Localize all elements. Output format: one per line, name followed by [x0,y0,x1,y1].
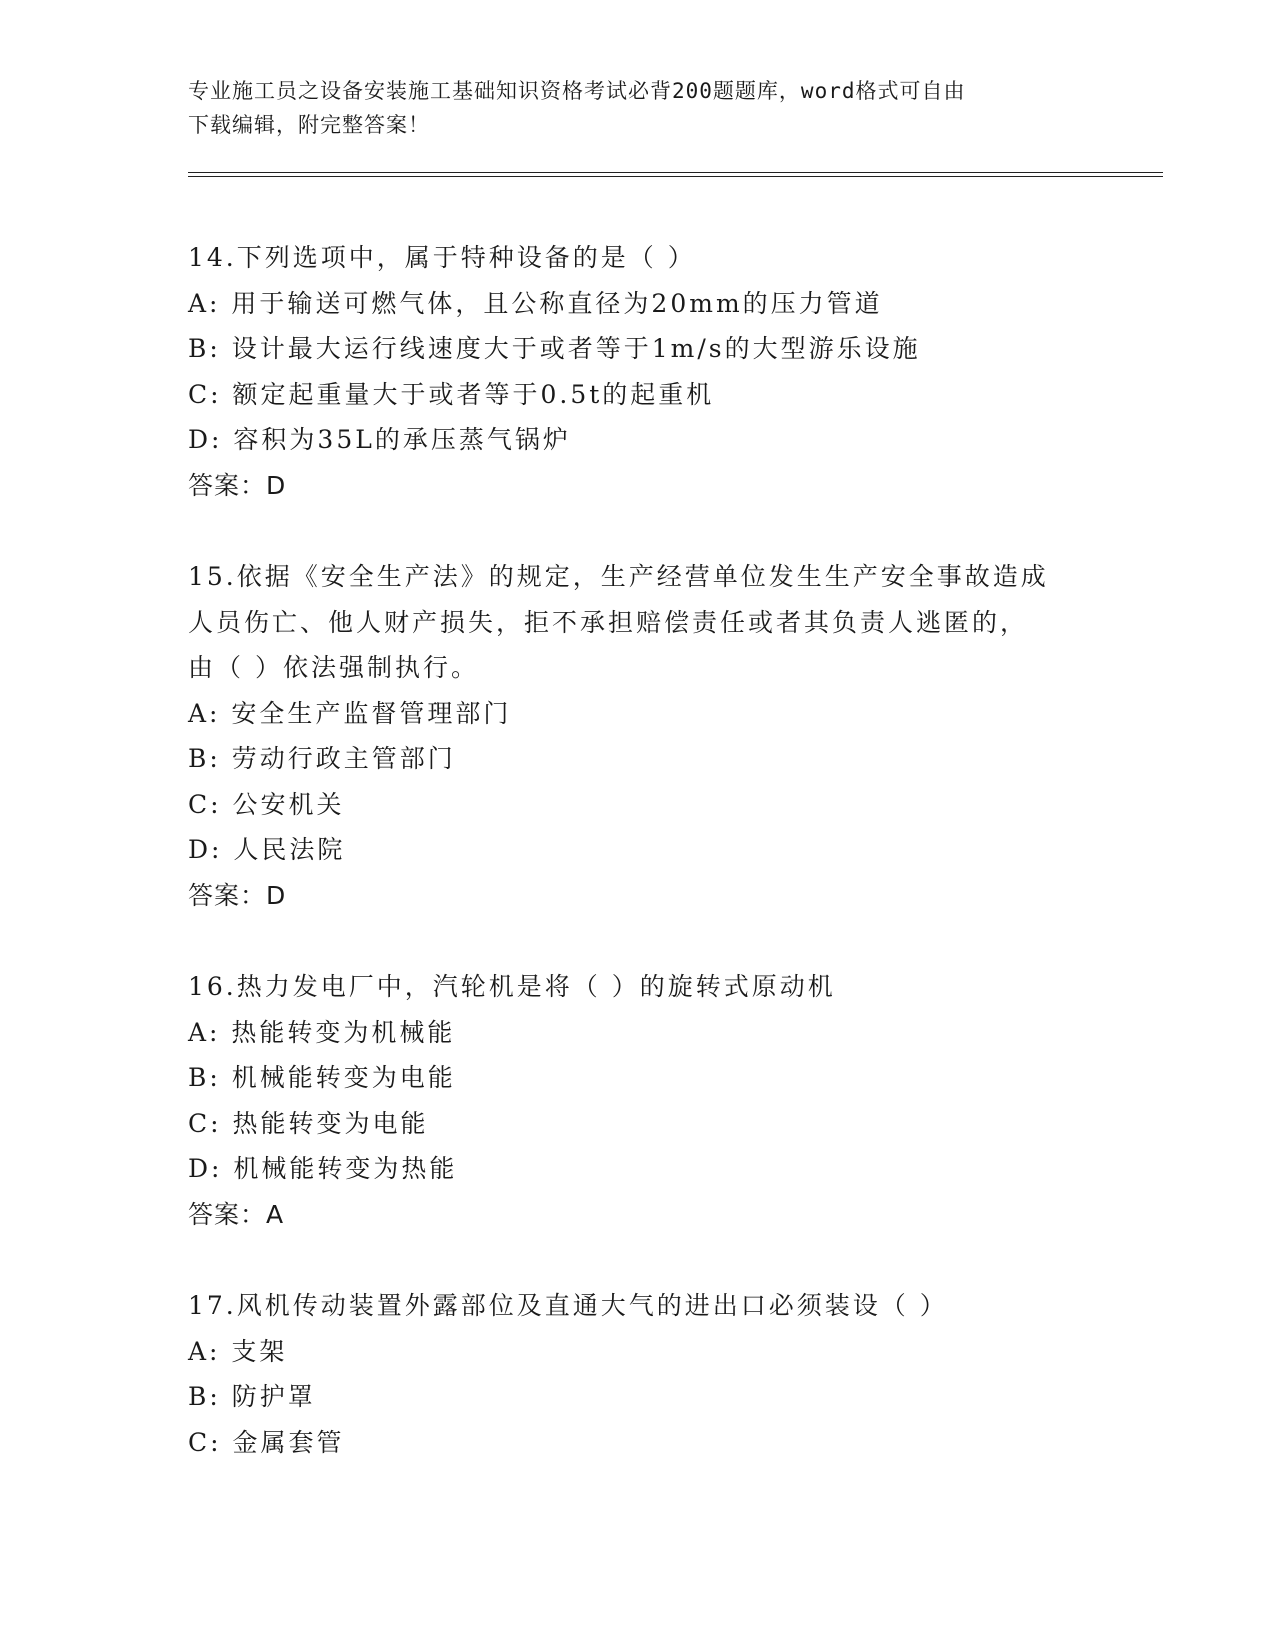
document-header [188,74,1088,142]
question-15 [188,554,1088,918]
question-list [188,235,1088,1511]
question-stem: 14.下列选项中，属于特种设备的是（ ） [188,243,696,272]
option-b: B: 设计最大运行线速度大于或者等于1m/s的大型游乐设施 [188,334,921,363]
header-title-line-1: 专业施工员之设备安装施工基础知识资格考试必背200题题库，word格式可自由 [188,79,966,103]
question-stem: 17.风机传动装置外露部位及直通大气的进出口必须装设（ ） [188,1291,948,1320]
question-stem-line-2: 人员伤亡、他人财产损失，拒不承担赔偿责任或者其负责人逃匿的， [188,607,1029,637]
question-stem-line-3: 由（ ）依法强制执行。 [188,653,479,682]
question-16 [188,964,1088,1237]
option-c: C: 热能转变为电能 [188,1108,429,1138]
option-c: C: 公安机关 [188,789,345,819]
question-17 [188,1283,1088,1465]
question-stem-line-1: 15.依据《安全生产法》的规定，生产经营单位发生生产安全事故造成 [188,562,1049,591]
header-title-line-2: 下载编辑，附完整答案！ [188,113,430,137]
option-d: D: 机械能转变为热能 [188,1154,458,1183]
option-c: C: 金属套管 [188,1427,345,1457]
header-divider-bottom [188,176,1163,177]
option-d: D: 人民法院 [188,835,346,864]
option-c: C: 额定起重量大于或者等于0.5t的起重机 [188,379,715,409]
option-a: A: 支架 [188,1336,288,1366]
header-divider-top [188,172,1163,173]
answer: 答案：A [188,1199,285,1229]
option-a: A: 用于输送可燃气体，且公称直径为20mm的压力管道 [188,288,883,318]
option-b: B: 防护罩 [188,1382,316,1411]
option-a: A: 安全生产监督管理部门 [188,698,512,728]
option-b: B: 机械能转变为电能 [188,1063,456,1092]
answer: 答案：D [188,470,287,500]
question-14 [188,235,1088,508]
question-stem: 16.热力发电厂中，汽轮机是将（ ）的旋转式原动机 [188,972,836,1001]
answer: 答案：D [188,880,287,910]
option-b: B: 劳动行政主管部门 [188,744,456,773]
option-a: A: 热能转变为机械能 [188,1017,456,1047]
option-d: D: 容积为35L的承压蒸气锅炉 [188,425,571,454]
